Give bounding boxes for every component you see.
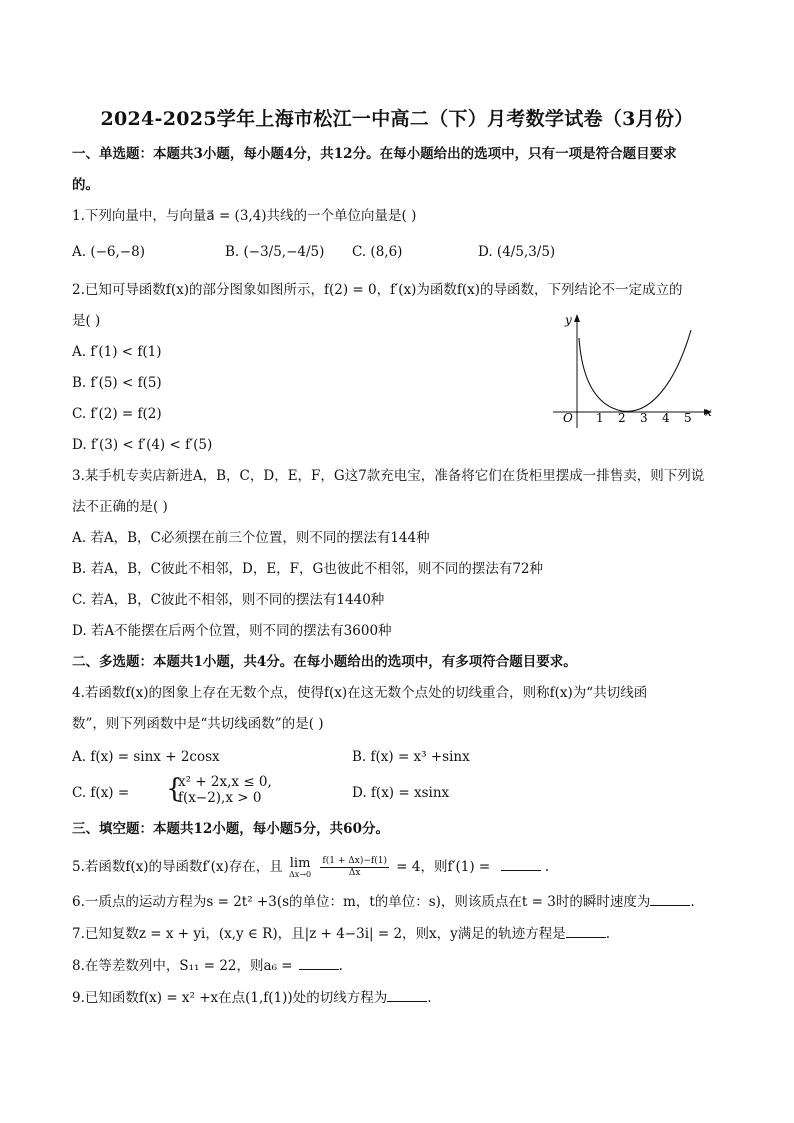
question-3-option-c: C. 若A，B，C彼此不相邻，则不同的摆法有1440种: [72, 592, 385, 608]
x-axis-label: x: [705, 405, 712, 419]
section-3-header: 三、填空题：本题共12小题，每小题5分，共60分。: [72, 821, 389, 837]
question-2-option-c: C. f′(2) = f(2): [72, 406, 162, 422]
limit-operator: [289, 857, 311, 879]
question-8-line: [72, 957, 343, 975]
question-7-text: 7.已知复数z = x + yi，(x,y ∈ R)，且|z + 4−3i| = 2，则x，y满足的轨迹方程是: [72, 926, 566, 942]
tick-label-3: 3: [640, 411, 648, 425]
piecewise-brace: {: [166, 774, 183, 804]
question-3-option-b: B. 若A，B，C彼此不相邻，D，E，F，G也彼此不相邻，则不同的摆法有72种: [72, 561, 544, 577]
question-5-suffix: = 4，则f′(1) =: [396, 859, 491, 875]
question-4-option-c-prefix: C. f(x) =: [72, 785, 130, 801]
question-4-option-d: D. f(x) = xsinx: [352, 785, 450, 801]
answer-blank-6[interactable]: [650, 893, 690, 906]
question-4-stem: 4.若函数f(x)的图象上存在无数个点，使得f(x)在这无数个点处的切线重合，则称f(x)为“共切线函: [72, 685, 648, 701]
question-9-text: 9.已知函数f(x) = x² +x在点(1,f(1))处的切线方程为: [72, 990, 388, 1006]
question-5-line: [72, 856, 549, 879]
origin-label: O: [563, 411, 573, 425]
tick-label-2: 2: [618, 411, 626, 425]
question-7-line: [72, 925, 610, 943]
question-1-option-d: D. (4/5,3/5): [478, 244, 556, 260]
question-3-option-d: D. 若A不能摆在后两个位置，则不同的摆法有3600种: [72, 623, 392, 639]
section-1-header: 一、单选题：本题共3小题，每小题4分，共12分。在每小题给出的选项中，只有一项是符合题目要求: [72, 146, 677, 162]
question-3-stem-cont: 法不正确的是( ): [72, 499, 168, 515]
question-9-end: .: [427, 990, 432, 1006]
question-7-end: .: [605, 926, 611, 942]
question-6-end: .: [690, 894, 695, 910]
question-4-stem-cont: 数”，则下列函数中是“共切线函数”的是( ): [72, 716, 324, 732]
question-1-option-a: A. (−6,−8): [72, 244, 145, 260]
question-5-end: .: [544, 859, 550, 875]
question-8-text: 8.在等差数列中，S₁₁ = 22，则a₆ =: [72, 958, 293, 974]
question-2-option-b: B. f′(5) < f(5): [72, 375, 162, 391]
page-title: 2024-2025学年上海市松江一中高二（下）月考数学试卷（3月份）: [100, 108, 694, 130]
question-4-option-a: A. f(x) = sinx + 2cosx: [72, 749, 220, 765]
question-6-line: [72, 893, 695, 911]
question-8-end: .: [338, 958, 343, 974]
question-9-line: [72, 989, 432, 1007]
question-1-option-c: C. (8,6): [352, 244, 403, 260]
question-5-prefix: 5.若函数f(x)的导函数f′(x)存在，且: [72, 859, 283, 875]
question-6-text: 6.一质点的运动方程为s = 2t² +3(s的单位：m，t的单位：s)，则该质点在t = 3时的瞬时速度为: [72, 894, 651, 910]
question-1-stem: 1.下列向量中，与向量a⃗ = (3,4)共线的一个单位向量是( ): [72, 208, 417, 224]
question-2-stem: 2.已知可导函数f(x)的部分图象如图所示，f(2) = 0，f′(x)为函数f(x)的导函数，下列结论不一定成立的: [72, 282, 683, 298]
question-4-option-b: B. f(x) = x³ +sinx: [352, 749, 470, 765]
answer-blank-7[interactable]: [566, 925, 606, 938]
limit-fraction: [320, 856, 389, 879]
y-axis-label: y: [565, 313, 572, 327]
section-2-header: 二、多选题：本题共1小题，共4分。在每小题给出的选项中，有多项符合题目要求。: [72, 654, 577, 670]
fraction-numerator: f(1 + Δx)−f(1): [322, 856, 387, 866]
question-1-option-b: B. (−3/5,−4/5): [225, 244, 325, 260]
function-curve: [579, 330, 691, 411]
question-2-stem-cont: 是( ): [72, 313, 101, 329]
tick-label-4: 4: [662, 411, 670, 425]
fraction-denominator: Δx: [348, 868, 361, 878]
y-axis-arrow: [574, 314, 580, 322]
limit-label: lim: [289, 855, 311, 871]
tick-label-1: 1: [596, 411, 604, 425]
function-graph: [548, 310, 718, 430]
question-2-option-a: A. f′(1) < f(1): [72, 344, 162, 360]
answer-blank-9[interactable]: [387, 989, 427, 1002]
question-2-option-d: D. f′(3) < f′(4) < f′(5): [72, 437, 213, 453]
question-3-option-a: A. 若A，B，C必须摆在前三个位置，则不同的摆法有144种: [72, 530, 430, 546]
question-4-option-c-case-1: x² + 2x,x ≤ 0,: [178, 774, 272, 790]
tick-label-5: 5: [684, 411, 692, 425]
answer-blank-8[interactable]: [299, 957, 339, 970]
question-4-option-c-case-2: f(x−2),x > 0: [178, 790, 262, 806]
answer-blank-5[interactable]: [501, 858, 541, 871]
limit-subscript: Δx→0: [289, 869, 312, 879]
section-1-header-cont: 的。: [72, 177, 99, 193]
question-3-stem: 3.某手机专卖店新进A，B，C，D，E，F，G这7款充电宝，准备将它们在货柜里摆成一排售卖，则下列说: [72, 468, 705, 484]
